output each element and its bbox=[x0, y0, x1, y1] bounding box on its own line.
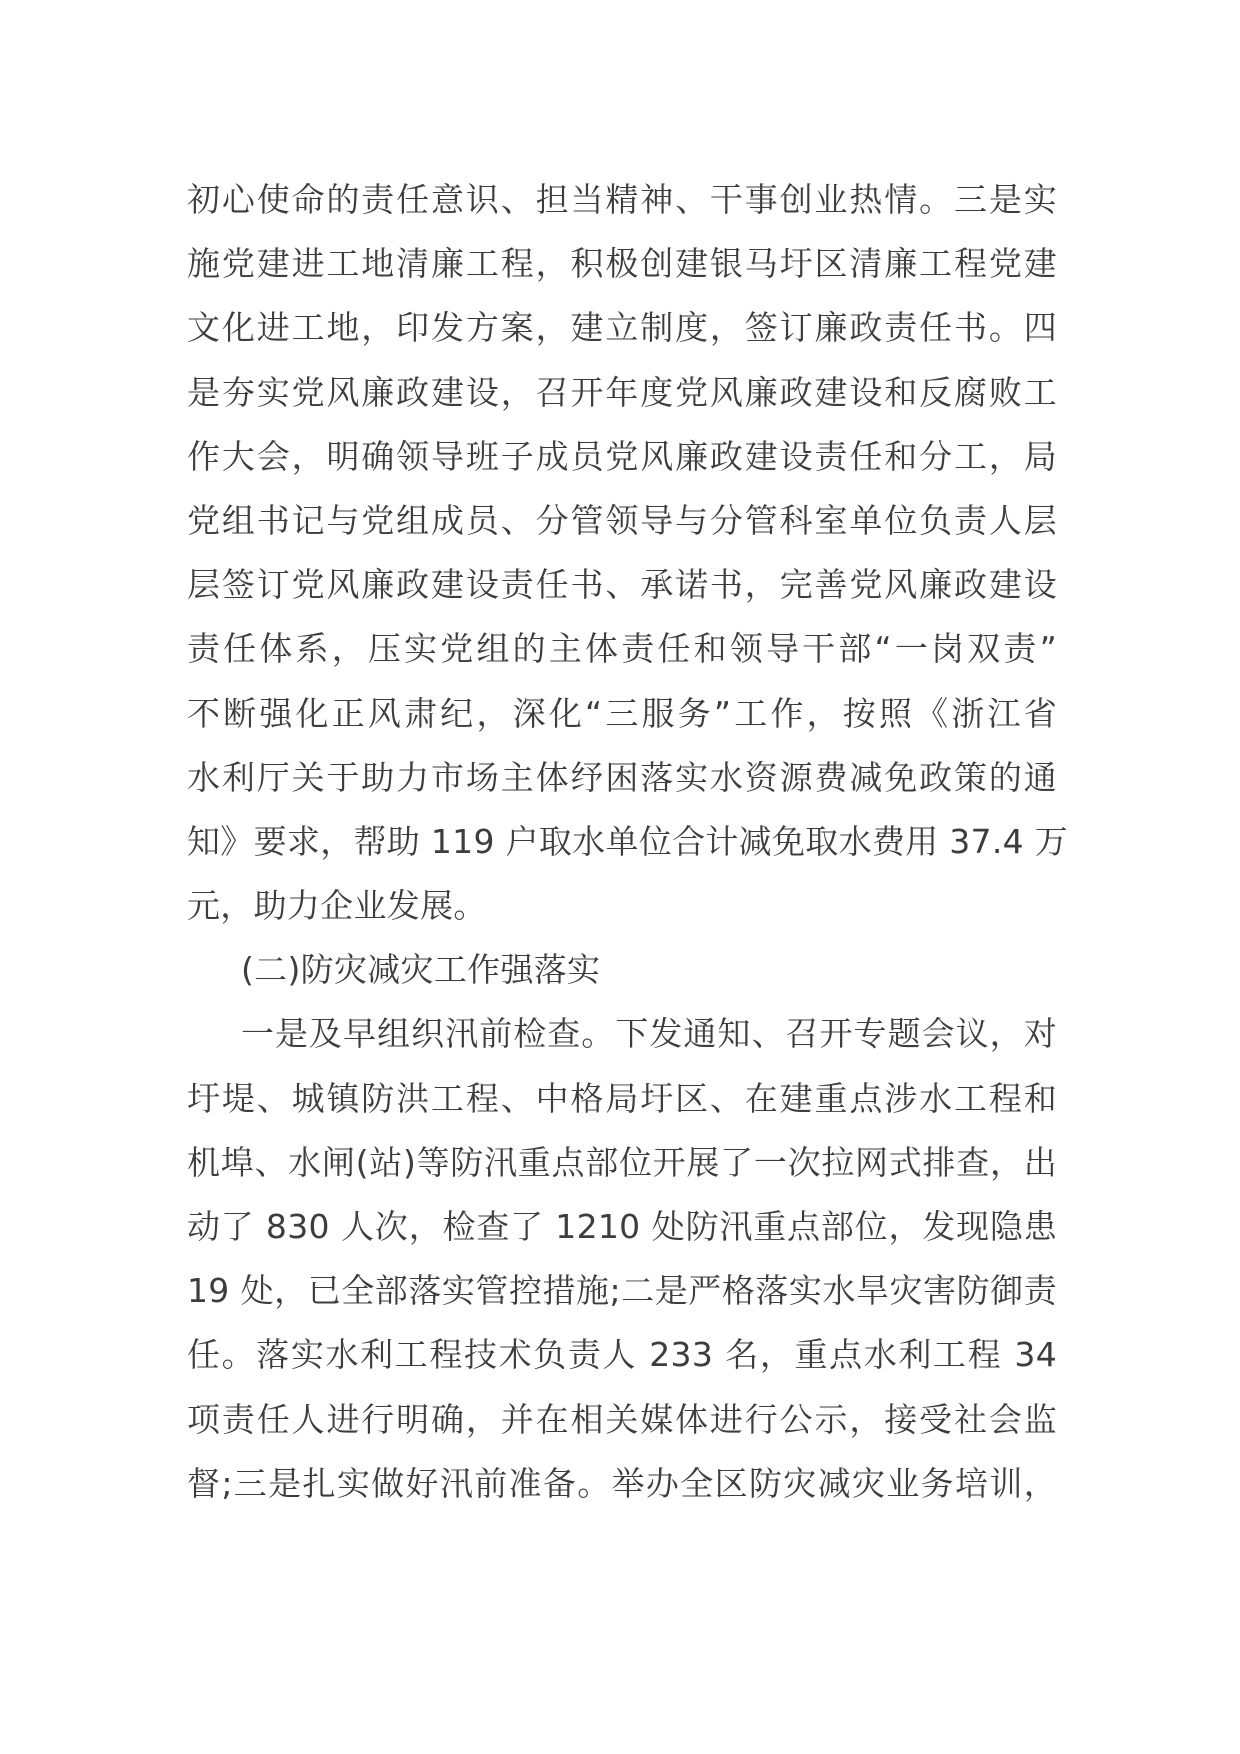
text-line: 圩堤、城镇防洪工程、中格局圩区、在建重点涉水工程和 bbox=[187, 1078, 1057, 1118]
text-line: 动了 830 人次，检查了 1210 处防汛重点部位，发现隐患 bbox=[187, 1207, 1057, 1246]
text-line: 是夯实党风廉政建设，召开年度党风廉政建设和反腐败工 bbox=[187, 372, 1057, 412]
text-line: 文化进工地，印发方案，建立制度，签订廉政责任书。四 bbox=[187, 308, 1057, 348]
text-line: 党组书记与党组成员、分管领导与分管科室单位负责人层 bbox=[187, 500, 1057, 540]
text-line: 督;三是扎实做好汛前准备。举办全区防灾减灾业务培训， bbox=[187, 1463, 1057, 1503]
text-line: 一是及早组织汛前检查。下发通知、召开专题会议，对 bbox=[241, 1014, 1057, 1054]
text-line: 责任体系，压实党组的主体责任和领导干部“一岗双责” bbox=[187, 629, 1057, 669]
text-line: 知》要求，帮助 119 户取水单位合计减免取水费用 37.4 万 bbox=[187, 821, 1069, 861]
text-line: 初心使命的责任意识、担当精神、干事创业热情。三是实 bbox=[187, 180, 1057, 219]
text-line: 水利厅关于助力市场主体纾困落实水资源费减免政策的通 bbox=[187, 757, 1057, 797]
paragraph-disaster-prevention bbox=[187, 1002, 1057, 1516]
text-line: 任。落实水利工程技术负责人 233 名，重点水利工程 34 bbox=[187, 1335, 1057, 1375]
body-text bbox=[187, 168, 1069, 1516]
text-line: 作大会，明确领导班子成员党风廉政建设责任和分工，局 bbox=[187, 436, 1057, 476]
paragraph-continued bbox=[187, 168, 1069, 938]
text-line: 项责任人进行明确，并在相关媒体进行公示，接受社会监 bbox=[187, 1399, 1057, 1439]
section-heading: (二)防灾减灾工作强落实 bbox=[241, 950, 601, 990]
text-line: 元，助力企业发展。 bbox=[187, 886, 487, 926]
text-line: 机埠、水闸(站)等防汛重点部位开展了一次拉网式排查，出 bbox=[187, 1142, 1057, 1182]
text-line: 19 处，已全部落实管控措施;二是严格落实水旱灾害防御责 bbox=[187, 1271, 1057, 1311]
text-line: 施党建进工地清廉工程，积极创建银马圩区清廉工程党建 bbox=[187, 244, 1057, 284]
text-line: 层签订党风廉政建设责任书、承诺书，完善党风廉政建设 bbox=[187, 565, 1057, 605]
text-line: 不断强化正风肃纪，深化“三服务”工作，按照《浙江省 bbox=[187, 693, 1057, 733]
